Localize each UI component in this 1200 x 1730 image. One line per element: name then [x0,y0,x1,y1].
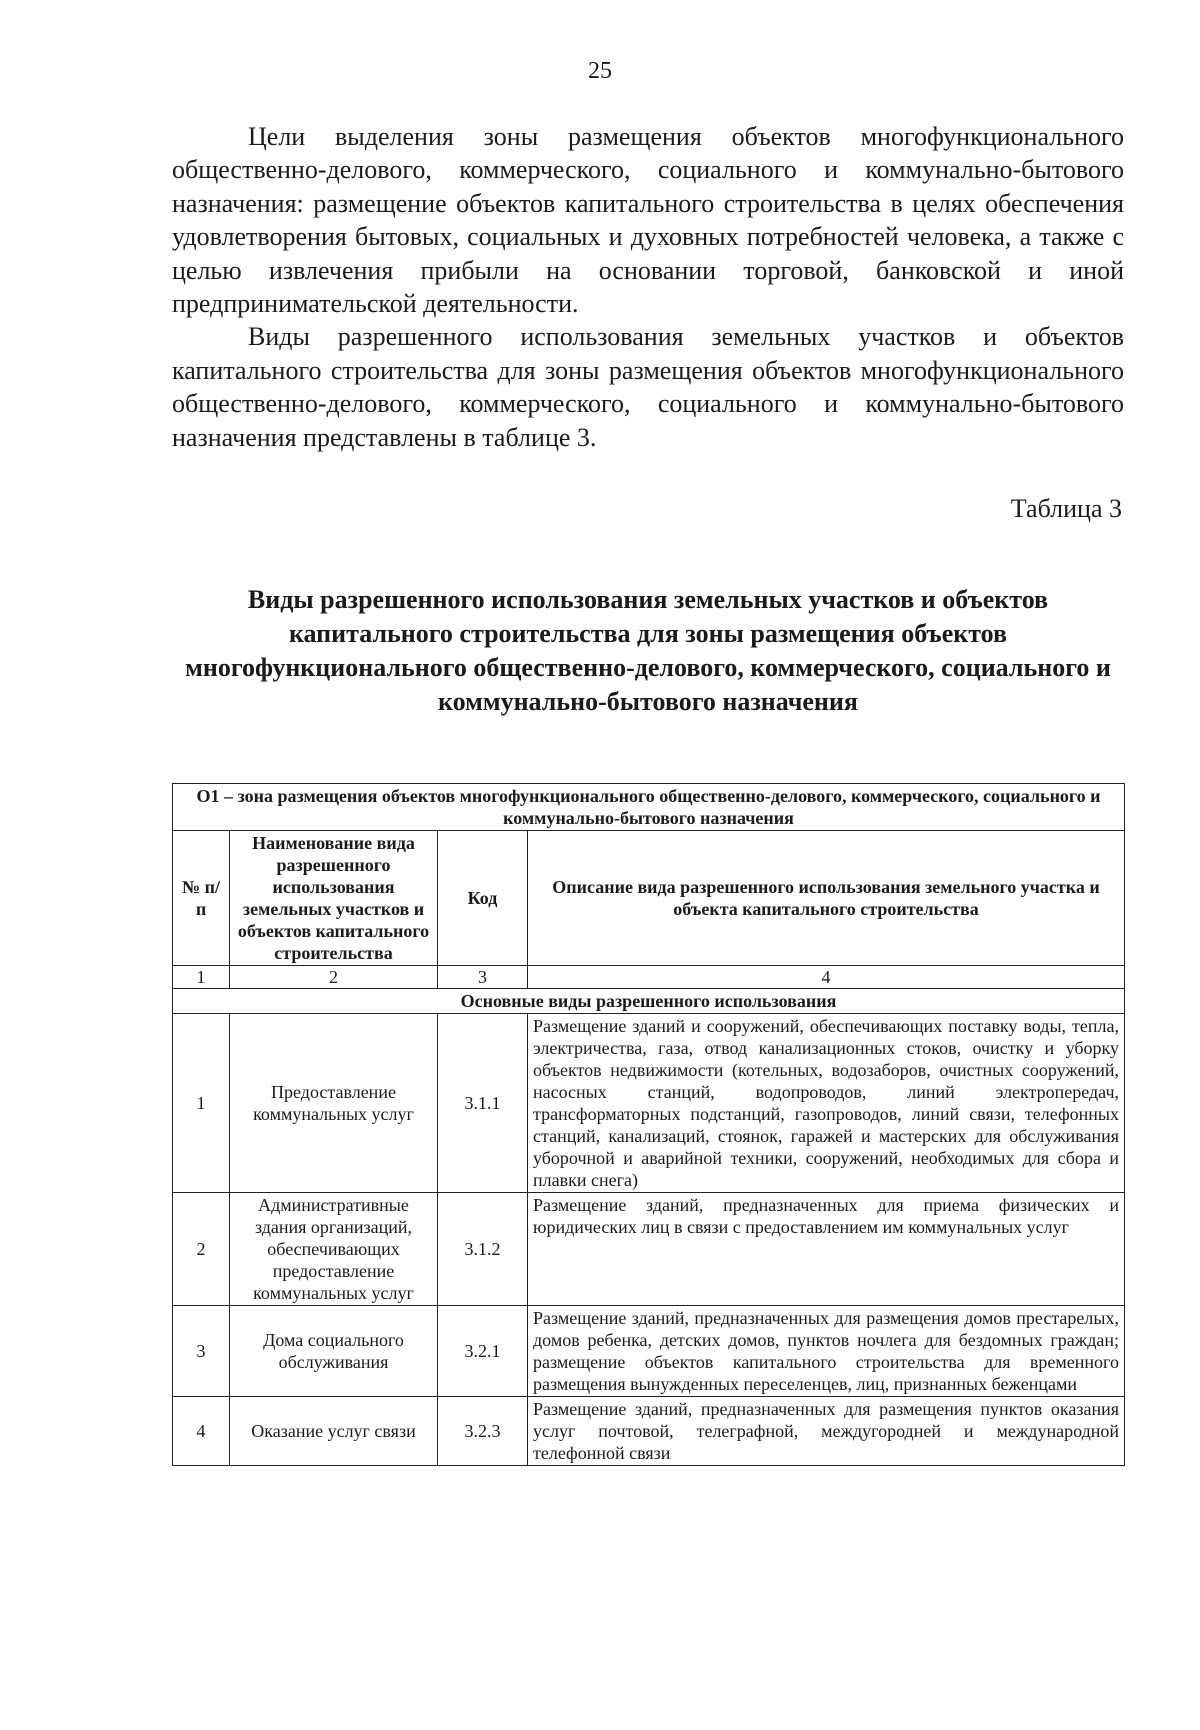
row-description: Размещение зданий, предназначенных для размещения пунктов оказания услуг почтовой, телеграфной, междугородней и международной телефонной связи [528,1397,1125,1466]
page-number: 25 [588,58,612,84]
table-row [173,1014,1125,1193]
column-header-code: Код [438,831,528,966]
row-code: 3.2.3 [438,1397,528,1466]
zone-header: О1 – зона размещения объектов многофункционального общественно-делового, коммерческого, социального и коммунально-бытового назначения [173,784,1125,831]
row-code: 3.1.1 [438,1014,528,1193]
column-number: 4 [528,966,1125,989]
row-number: 1 [173,1014,230,1193]
column-header-name: Наименование вида разрешенного использования земельных участков и объектов капитального строительства [230,831,438,966]
column-header-number: № п/п [173,831,230,966]
row-description: Размещение зданий, предназначенных для размещения домов престарелых, домов ребенка, детских домов, пунктов ночлега для бездомных граждан; размещение объектов капитального строительства для временного размещения вынужденных переселенцев, лиц, признанных беженцами [528,1306,1125,1397]
table-caption: Таблица 3 [1010,494,1122,523]
column-number: 2 [230,966,438,989]
row-description: Размещение зданий, предназначенных для приема физических и юридических лиц в связи с предоставлением им коммунальных услуг [528,1193,1125,1306]
row-code: 3.1.2 [438,1193,528,1306]
intro-paragraph-goals: Цели выделения зоны размещения объектов многофункционального общественно-делового, коммерческого, социального и коммунально-бытового назначения: размещение объектов капитального строительства в целях обеспечения удовлетворения бытовых, социальных и духовных потребностей человека, а также с целью извлечения прибыли на основании торговой, банковской и иной предпринимательской деятельности. [172,122,1124,319]
row-number: 2 [173,1193,230,1306]
column-header-description: Описание вида разрешенного использования земельного участка и объекта капитального строительства [528,831,1125,966]
row-use-name: Административные здания организаций, обеспечивающих предоставление коммунальных услуг [230,1193,438,1306]
row-use-name: Оказание услуг связи [230,1397,438,1466]
column-header-row [173,831,1125,966]
column-number-row [173,966,1125,989]
table-row [173,1193,1125,1306]
intro-paragraph-types: Виды разрешенного использования земельных участков и объектов капитального строительства для зоны размещения объектов многофункционального общественно-делового, коммерческого, социального и коммунально-бытового назначения представлены в таблице 3. [172,322,1124,452]
intro-text [172,120,1124,454]
row-use-name: Дома социального обслуживания [230,1306,438,1397]
section-header-row [173,989,1125,1014]
row-description: Размещение зданий и сооружений, обеспечивающих поставку воды, тепла, электричества, газа, отвод канализационных стоков, очистку и уборку объектов недвижимости (котельных, водозаборов, очистных сооружений, насосных станций, водопроводов, линий электропередач, трансформаторных подстанций, газопроводов, линий связи, телефонных станций, канализаций, стоянок, гаражей и мастерских для обслуживания уборочной и аварийной техники, сооружений, необходимых для сбора и плавки снега) [528,1014,1125,1193]
row-number: 4 [173,1397,230,1466]
land-use-table [172,783,1125,1466]
zone-header-row [173,784,1125,831]
row-number: 3 [173,1306,230,1397]
table-title: Виды разрешенного использования земельных участков и объектов капитального строительства для зоны размещения объектов многофункционального общественно-делового, коммерческого, социального и коммунально-бытового назначения [185,585,1111,716]
row-use-name: Предоставление коммунальных услуг [230,1014,438,1193]
table-row [173,1397,1125,1466]
table-row [173,1306,1125,1397]
column-number: 3 [438,966,528,989]
column-number: 1 [173,966,230,989]
row-code: 3.2.1 [438,1306,528,1397]
section-header: Основные виды разрешенного использования [173,989,1125,1014]
